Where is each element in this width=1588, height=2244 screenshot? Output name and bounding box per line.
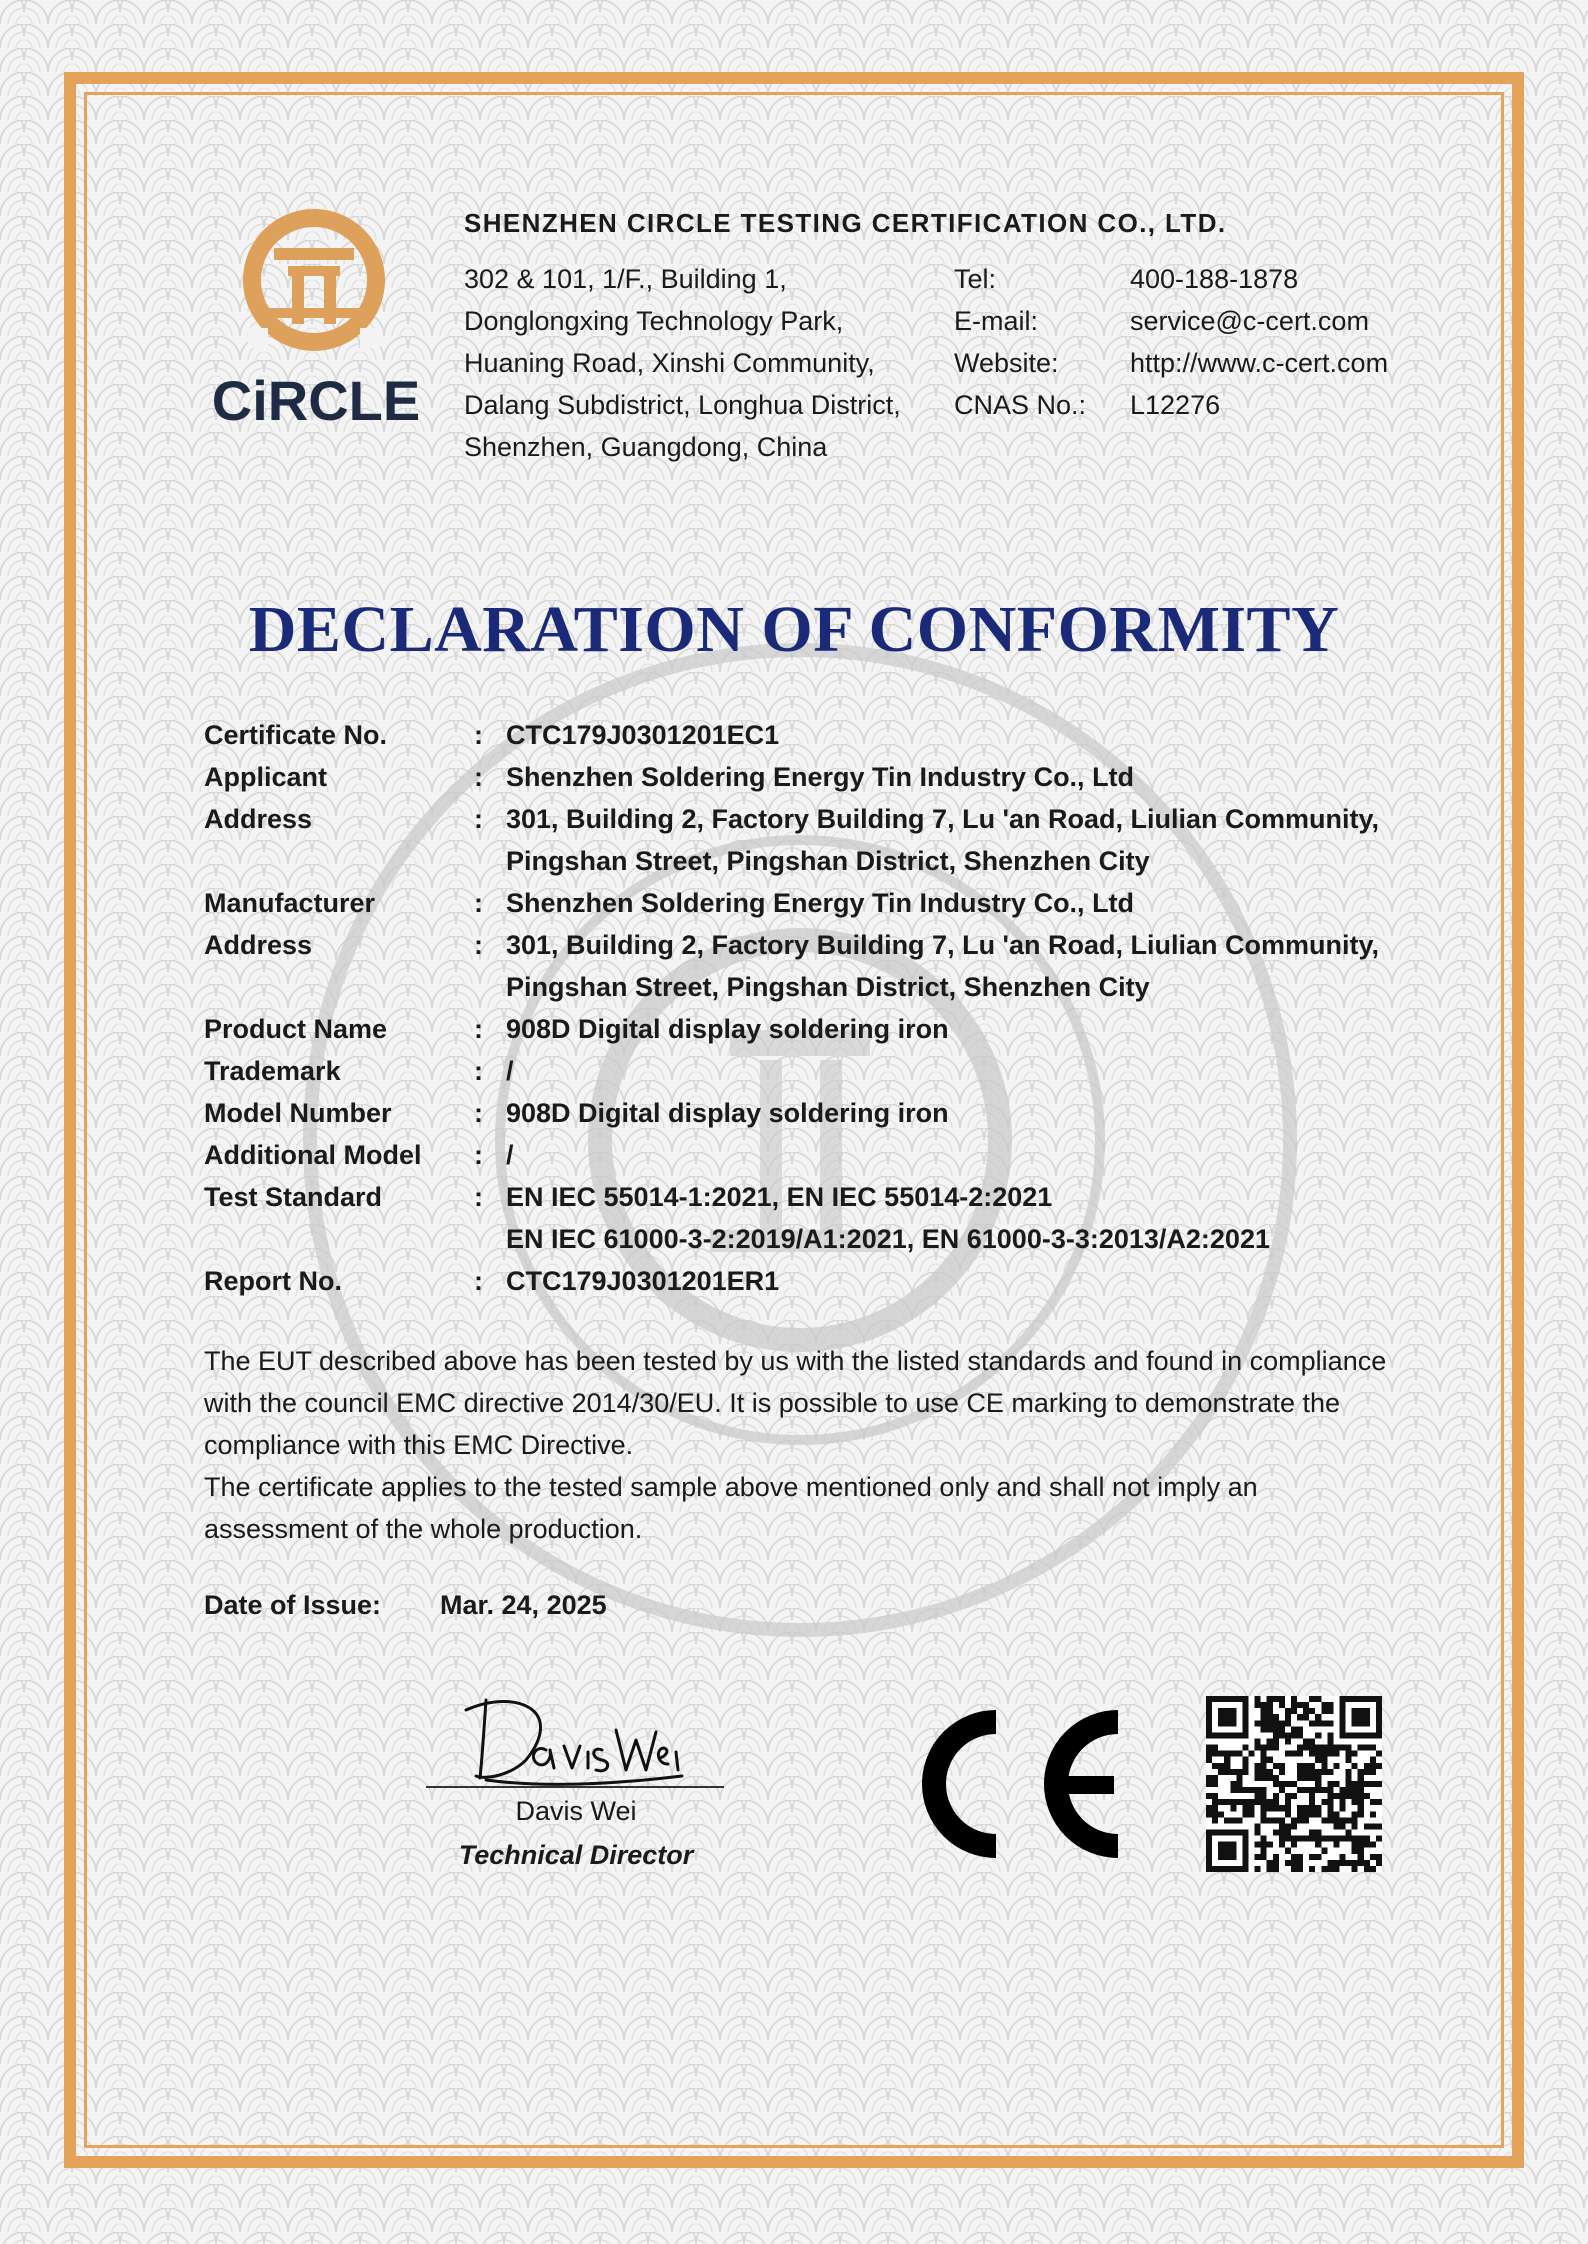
contact-label: CNAS No.: xyxy=(954,390,1087,420)
field-value-line: Shenzhen Soldering Energy Tin Industry Co., Ltd xyxy=(506,762,1135,792)
issue-date: Mar. 24, 2025 xyxy=(440,1590,607,1620)
field-row xyxy=(204,1050,1444,1092)
field-value-line: CTC179J0301201ER1 xyxy=(506,1266,780,1296)
contact-row xyxy=(954,342,1388,384)
field-label: Certificate No. xyxy=(204,720,388,750)
field-row xyxy=(204,798,1444,882)
field-row xyxy=(204,1134,1444,1176)
field-value-line: EN IEC 55014-1:2021, EN IEC 55014-2:2021 xyxy=(506,1182,1053,1212)
field-label: Additional Model xyxy=(204,1140,422,1170)
svg-text:CiRCLE: CiRCLE xyxy=(211,369,421,428)
field-label: Model Number xyxy=(204,1098,392,1128)
field-value-line: 908D Digital display soldering iron xyxy=(506,1014,949,1044)
field-separator: : xyxy=(474,1056,483,1086)
field-value xyxy=(506,798,1444,882)
field-row xyxy=(204,756,1444,798)
field-value xyxy=(506,756,1444,798)
signer-title: Technical Director xyxy=(458,1840,694,1870)
field-label: Test Standard xyxy=(204,1182,383,1212)
field-value-line: / xyxy=(506,1140,514,1170)
field-label: Manufacturer xyxy=(204,888,376,918)
field-separator: : xyxy=(474,1014,483,1044)
address-line: Shenzhen, Guangdong, China xyxy=(464,432,828,462)
issuer-company-name: SHENZHEN CIRCLE TESTING CERTIFICATION CO., LTD. xyxy=(464,208,1227,238)
field-value-line: / xyxy=(506,1056,514,1086)
contact-label: Website: xyxy=(954,348,1059,378)
statement-line: compliance with this EMC Directive. xyxy=(204,1430,634,1460)
contact-label: Tel: xyxy=(954,264,997,294)
statement-line: The EUT described above has been tested by us with the listed standards and found in compliance xyxy=(204,1346,1387,1376)
field-label: Applicant xyxy=(204,762,328,792)
field-separator: : xyxy=(474,804,483,834)
field-row xyxy=(204,1176,1444,1260)
contact-value: L12276 xyxy=(1130,390,1221,420)
field-label: Address xyxy=(204,930,313,960)
address-line: Dalang Subdistrict, Longhua District, xyxy=(464,390,901,420)
contact-row xyxy=(954,384,1388,426)
field-separator: : xyxy=(474,720,483,750)
svg-text:Davis Wei: Davis Wei xyxy=(456,1680,461,1681)
contact-row xyxy=(954,258,1388,300)
field-value-line: CTC179J0301201EC1 xyxy=(506,720,780,750)
field-separator: : xyxy=(474,762,483,792)
field-value xyxy=(506,1008,1444,1050)
ce-mark-icon xyxy=(920,1708,1132,1860)
field-value-line: EN IEC 61000-3-2:2019/A1:2021, EN 61000-3-3:2013/A2:2021 xyxy=(506,1224,1270,1254)
field-separator: : xyxy=(474,888,483,918)
statement-line: assessment of the whole production. xyxy=(204,1514,643,1544)
field-separator: : xyxy=(474,1140,483,1170)
date-of-issue xyxy=(204,1590,607,1621)
field-separator: : xyxy=(474,930,483,960)
field-label: Address xyxy=(204,804,313,834)
field-value-line: 908D Digital display soldering iron xyxy=(506,1098,949,1128)
field-value xyxy=(506,882,1444,924)
document-title: DECLARATION OF CONFORMITY xyxy=(248,593,1340,666)
compliance-statement xyxy=(204,1340,1444,1550)
field-label: Product Name xyxy=(204,1014,388,1044)
contact-value: 400-188-1878 xyxy=(1130,264,1299,294)
field-separator: : xyxy=(474,1098,483,1128)
field-row xyxy=(204,924,1444,1008)
statement-line: with the council EMC directive 2014/30/EU. It is possible to use CE marking to demonstrate the xyxy=(204,1388,1341,1418)
field-value xyxy=(506,924,1444,1008)
certificate-fields xyxy=(204,714,1444,1302)
field-separator: : xyxy=(474,1182,483,1212)
contact-row xyxy=(954,300,1388,342)
field-row xyxy=(204,882,1444,924)
field-value-line: 301, Building 2, Factory Building 7, Lu 'an Road, Liulian Community, xyxy=(506,804,1379,834)
address-line: Donglongxing Technology Park, xyxy=(464,306,844,336)
field-row xyxy=(204,1008,1444,1050)
qr-code-icon xyxy=(1206,1696,1382,1872)
field-value xyxy=(506,714,1444,756)
field-value-line: Pingshan Street, Pingshan District, Shenzhen City xyxy=(506,972,1150,1002)
field-value xyxy=(506,1050,1444,1092)
address-line: 302 & 101, 1/F., Building 1, xyxy=(464,264,787,294)
field-value xyxy=(506,1260,1444,1302)
issue-label: Date of Issue: xyxy=(204,1590,382,1620)
field-value-line: 301, Building 2, Factory Building 7, Lu 'an Road, Liulian Community, xyxy=(506,930,1379,960)
contact-value: service@c-cert.com xyxy=(1130,306,1369,336)
field-separator: : xyxy=(474,1266,483,1296)
address-line: Huaning Road, Xinshi Community, xyxy=(464,348,875,378)
signature-line xyxy=(426,1786,724,1788)
field-label: Report No. xyxy=(204,1266,342,1296)
issuer-address xyxy=(464,258,901,468)
field-row xyxy=(204,714,1444,756)
signer-name: Davis Wei xyxy=(515,1796,637,1826)
field-value-line: Shenzhen Soldering Energy Tin Industry Co., Ltd xyxy=(506,888,1135,918)
contact-label: E-mail: xyxy=(954,306,1039,336)
field-label: Trademark xyxy=(204,1056,341,1086)
field-row xyxy=(204,1092,1444,1134)
contact-value: http://www.c-cert.com xyxy=(1130,348,1389,378)
field-value-line: Pingshan Street, Pingshan District, Shenzhen City xyxy=(506,846,1150,876)
handwritten-signature xyxy=(456,1680,686,1790)
statement-line: The certificate applies to the tested sample above mentioned only and shall not imply an xyxy=(204,1472,1258,1502)
field-row xyxy=(204,1260,1444,1302)
issuer-contacts xyxy=(954,258,1388,426)
field-value xyxy=(506,1176,1444,1260)
circle-logo-icon xyxy=(196,208,436,428)
field-value xyxy=(506,1134,1444,1176)
field-value xyxy=(506,1092,1444,1134)
